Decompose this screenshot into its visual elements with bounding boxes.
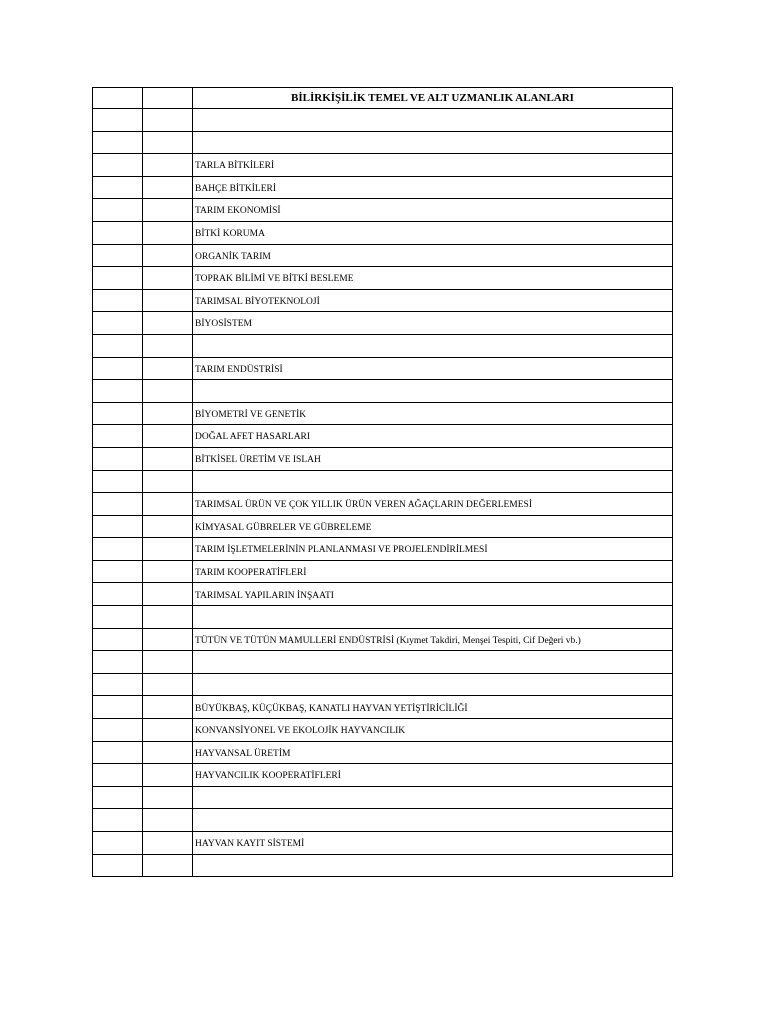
row-cell-col1 — [93, 289, 143, 312]
area-name: TARIM KOOPERATİFLERİ — [195, 567, 307, 578]
row-cell-col1 — [93, 560, 143, 583]
row-cell-col2 — [143, 402, 193, 425]
area-name: TÜTÜN VE TÜTÜN MAMULLERİ ENDÜSTRİSİ — [195, 635, 395, 646]
row-cell-col2 — [143, 786, 193, 809]
area-detail-note: (Kıymet Takdiri, Menşei Tespiti, Cif Değeri vb.) — [394, 635, 581, 646]
area-name: KİMYASAL GÜBRELER VE GÜBRELEME — [195, 522, 372, 533]
area-name-cell — [193, 154, 673, 177]
header-cell-col2 — [143, 88, 193, 109]
area-name-cell — [193, 741, 673, 764]
table-row — [93, 560, 673, 583]
area-name-cell — [193, 583, 673, 606]
row-cell-col2 — [143, 628, 193, 651]
row-cell-col1 — [93, 832, 143, 855]
row-cell-col1 — [93, 244, 143, 267]
row-cell-col1 — [93, 606, 143, 629]
area-name-cell — [193, 854, 673, 877]
table-row — [93, 854, 673, 877]
header-cell-col1 — [93, 88, 143, 109]
row-cell-col1 — [93, 583, 143, 606]
table-row — [93, 515, 673, 538]
table-row — [93, 651, 673, 674]
row-cell-col2 — [143, 154, 193, 177]
area-name: BÜYÜKBAŞ, KÜÇÜKBAŞ, KANATLI HAYVAN YETİŞTİRİCİLİĞİ — [195, 703, 468, 714]
row-cell-col2 — [143, 221, 193, 244]
area-name-cell — [193, 832, 673, 855]
table-row — [93, 176, 673, 199]
table-row — [93, 719, 673, 742]
area-name-cell — [193, 809, 673, 832]
table-row — [93, 425, 673, 448]
row-cell-col1 — [93, 651, 143, 674]
area-name-cell — [193, 493, 673, 516]
table-row — [93, 380, 673, 403]
row-cell-col1 — [93, 809, 143, 832]
row-cell-col2 — [143, 176, 193, 199]
area-name-cell — [193, 312, 673, 335]
row-cell-col1 — [93, 538, 143, 561]
row-cell-col2 — [143, 832, 193, 855]
area-name: BİYOMETRİ VE GENETİK — [195, 409, 307, 420]
area-name: HAYVAN KAYIT SİSTEMİ — [195, 839, 305, 850]
row-cell-col1 — [93, 719, 143, 742]
area-name-cell — [193, 131, 673, 154]
area-name: BİYOSİSTEM — [195, 319, 253, 330]
table-row — [93, 809, 673, 832]
table-row — [93, 199, 673, 222]
table-row — [93, 832, 673, 855]
table-row — [93, 538, 673, 561]
table-row — [93, 131, 673, 154]
row-cell-col1 — [93, 764, 143, 787]
table-row — [93, 334, 673, 357]
row-cell-col1 — [93, 109, 143, 132]
row-cell-col1 — [93, 154, 143, 177]
row-cell-col2 — [143, 719, 193, 742]
row-cell-col2 — [143, 764, 193, 787]
row-cell-col1 — [93, 628, 143, 651]
area-name-cell — [193, 538, 673, 561]
area-name: TARIMSAL ÜRÜN VE ÇOK YILLIK ÜRÜN VEREN AĞAÇLARIN DEĞERLEMESİ — [195, 500, 533, 511]
area-name-cell — [193, 244, 673, 267]
row-cell-col2 — [143, 380, 193, 403]
row-cell-col1 — [93, 673, 143, 696]
row-cell-col1 — [93, 470, 143, 493]
table-row — [93, 673, 673, 696]
area-name-cell — [193, 199, 673, 222]
row-cell-col2 — [143, 854, 193, 877]
area-name-cell — [193, 560, 673, 583]
row-cell-col1 — [93, 854, 143, 877]
row-cell-col2 — [143, 583, 193, 606]
area-name-cell — [193, 221, 673, 244]
area-name: HAYVANCILIK KOOPERATİFLERİ — [195, 771, 341, 782]
area-name: TARIMSAL YAPILARIN İNŞAATI — [195, 590, 334, 601]
row-cell-col2 — [143, 199, 193, 222]
row-cell-col2 — [143, 515, 193, 538]
table-row — [93, 764, 673, 787]
table-row — [93, 447, 673, 470]
area-name: TARIMSAL BİYOTEKNOLOJİ — [195, 296, 320, 307]
row-cell-col1 — [93, 741, 143, 764]
row-cell-col1 — [93, 199, 143, 222]
row-cell-col2 — [143, 334, 193, 357]
area-name-cell — [193, 764, 673, 787]
area-name-cell — [193, 176, 673, 199]
area-name: TARIM İŞLETMELERİNİN PLANLANMASI VE PROJELENDİRİLMESİ — [195, 545, 488, 556]
row-cell-col2 — [143, 312, 193, 335]
area-name: TOPRAK BİLİMİ VE BİTKİ BESLEME — [195, 274, 354, 285]
area-name-cell — [193, 696, 673, 719]
row-cell-col1 — [93, 380, 143, 403]
row-cell-col1 — [93, 425, 143, 448]
row-cell-col1 — [93, 357, 143, 380]
area-name-cell — [193, 719, 673, 742]
table-body — [93, 88, 673, 877]
row-cell-col1 — [93, 447, 143, 470]
table-row — [93, 312, 673, 335]
table-row — [93, 741, 673, 764]
area-name: TARLA BİTKİLERİ — [195, 161, 275, 172]
area-name-cell — [193, 606, 673, 629]
row-cell-col1 — [93, 312, 143, 335]
area-name: TARIM ENDÜSTRİSİ — [195, 364, 283, 375]
area-name-cell — [193, 515, 673, 538]
area-name-cell — [193, 109, 673, 132]
row-cell-col1 — [93, 131, 143, 154]
table-row — [93, 402, 673, 425]
table-row — [93, 154, 673, 177]
row-cell-col2 — [143, 673, 193, 696]
table-row — [93, 470, 673, 493]
row-cell-col2 — [143, 447, 193, 470]
area-name-cell — [193, 651, 673, 674]
area-name-cell — [193, 447, 673, 470]
area-name-cell — [193, 673, 673, 696]
table-row — [93, 267, 673, 290]
row-cell-col1 — [93, 402, 143, 425]
row-cell-col1 — [93, 267, 143, 290]
row-cell-col1 — [93, 176, 143, 199]
area-name-cell — [193, 402, 673, 425]
area-name: TARIM EKONOMİSİ — [195, 206, 281, 217]
table-row — [93, 357, 673, 380]
area-name: BİTKİ KORUMA — [195, 229, 265, 240]
row-cell-col1 — [93, 515, 143, 538]
row-cell-col2 — [143, 244, 193, 267]
area-name: KONVANSİYONEL VE EKOLOJİK HAYVANCILIK — [195, 726, 406, 737]
row-cell-col1 — [93, 334, 143, 357]
row-cell-col2 — [143, 696, 193, 719]
table-row — [93, 786, 673, 809]
row-cell-col2 — [143, 606, 193, 629]
area-name-cell — [193, 628, 673, 651]
area-name-cell — [193, 334, 673, 357]
table-row — [93, 244, 673, 267]
row-cell-col1 — [93, 786, 143, 809]
row-cell-col2 — [143, 741, 193, 764]
table-header-row — [93, 88, 673, 109]
row-cell-col2 — [143, 560, 193, 583]
row-cell-col2 — [143, 493, 193, 516]
table-row — [93, 493, 673, 516]
area-name-cell — [193, 357, 673, 380]
area-name: BİTKİSEL ÜRETİM VE ISLAH — [195, 455, 321, 465]
row-cell-col1 — [93, 493, 143, 516]
table-row — [93, 583, 673, 606]
area-name-cell — [193, 470, 673, 493]
area-name-cell — [193, 289, 673, 312]
row-cell-col2 — [143, 538, 193, 561]
row-cell-col2 — [143, 267, 193, 290]
table-row — [93, 696, 673, 719]
table-row — [93, 109, 673, 132]
row-cell-col2 — [143, 809, 193, 832]
table-row — [93, 628, 673, 651]
table-row — [93, 289, 673, 312]
area-name: HAYVANSAL ÜRETİM — [195, 748, 291, 759]
row-cell-col1 — [93, 221, 143, 244]
row-cell-col2 — [143, 357, 193, 380]
expertise-areas-table — [92, 87, 673, 877]
area-name: BAHÇE BİTKİLERİ — [195, 183, 277, 194]
row-cell-col2 — [143, 109, 193, 132]
table-row — [93, 606, 673, 629]
document-title: BİLİRKİŞİLİK TEMEL VE ALT UZMANLIK ALANLARI — [193, 88, 673, 109]
row-cell-col2 — [143, 651, 193, 674]
area-name: ORGANİK TARIM — [195, 251, 271, 262]
row-cell-col2 — [143, 289, 193, 312]
area-name-cell — [193, 425, 673, 448]
area-name: DOĞAL AFET HASARLARI — [195, 432, 311, 443]
row-cell-col2 — [143, 131, 193, 154]
row-cell-col1 — [93, 696, 143, 719]
table-row — [93, 221, 673, 244]
row-cell-col2 — [143, 470, 193, 493]
row-cell-col2 — [143, 425, 193, 448]
area-name-cell — [193, 786, 673, 809]
area-name-cell — [193, 267, 673, 290]
area-name-cell — [193, 380, 673, 403]
